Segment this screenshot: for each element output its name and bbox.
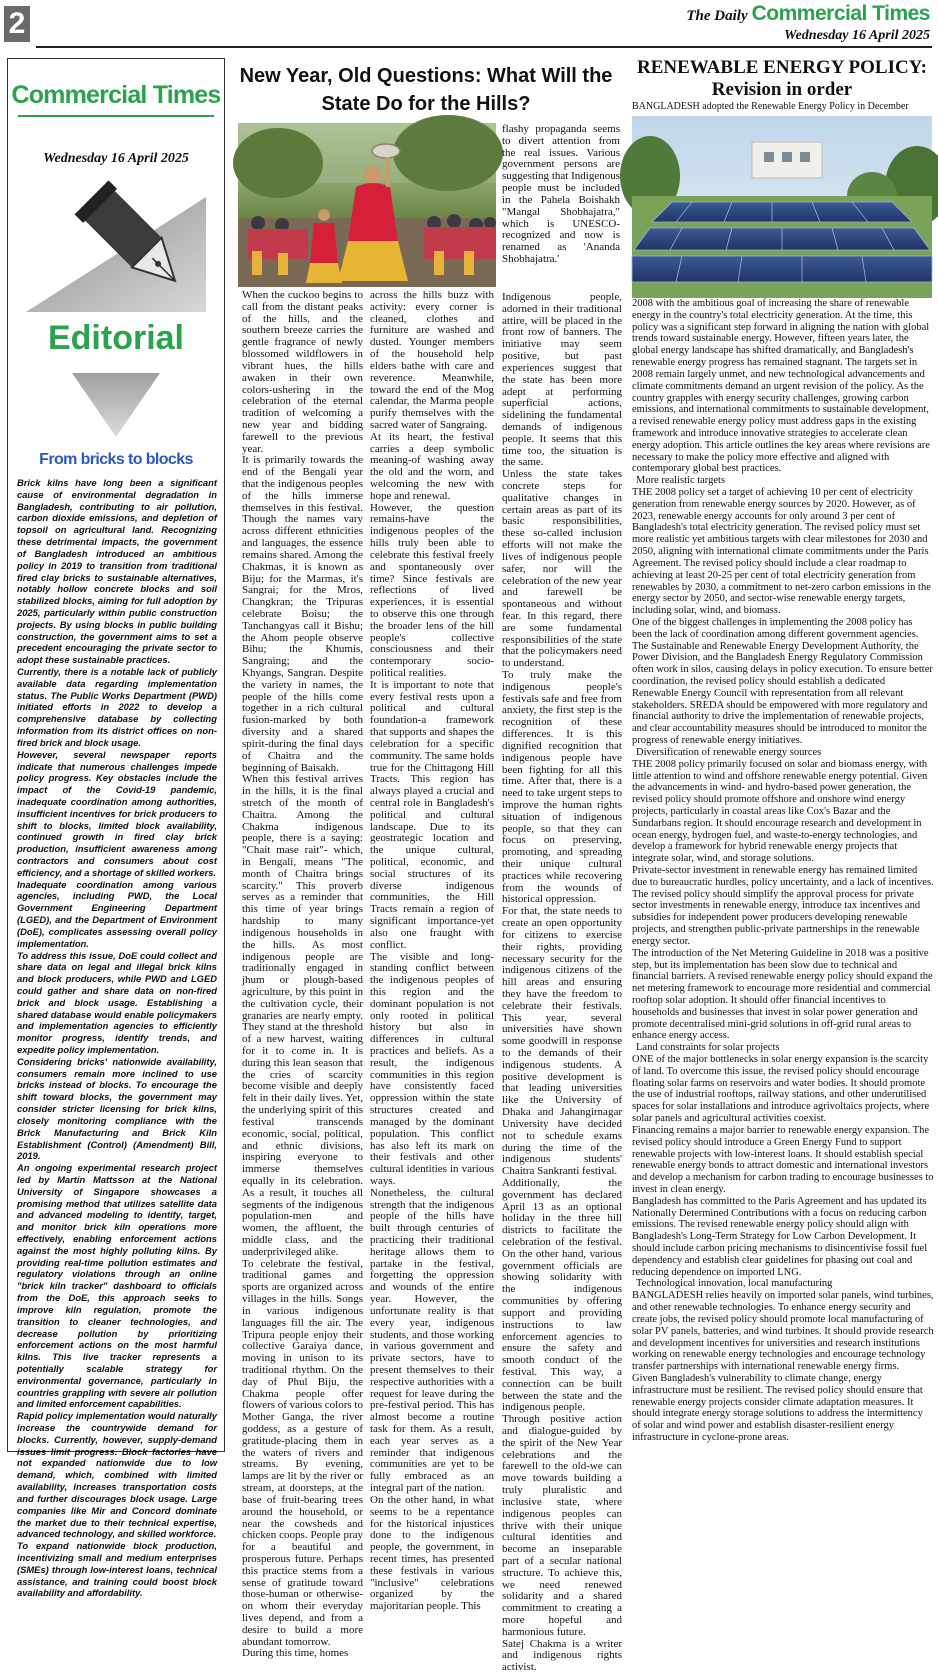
hills-article-col3 [502,291,622,1674]
energy-article-lead: BANGLADESH adopted the Renewable Energy Policy in December [632,101,909,112]
paragraph: Inadequate coordination among various agencies, including PWD, the Local Government Engineering Department (LGED), and the Department of Environment (DoE), complicates assessing overall policy implementation. [17,878,217,949]
paragraph: One of the biggest challenges in implementing the 2008 policy has been the lack of coordination among different government agencies. The Sustainable and Renewable Energy Development Authority, the Power Division, and the Bangladesh Energy Regulatory Commission often work in silos, causing delays in policy execution. To ensure better coordination, the revised policy should establish a dedicated Renewable Energy Council with representation from all relevant stakeholders. SREDA should be empowered with more regulatory and financial authority to drive the implementation of renewable projects, and clear accountability measures should be introduced to monitor the progress of renewable energy initiatives. [632,616,933,747]
paragraph: At its heart, the festival carries a deep symbolic meaning-of washing away the old and the worn, and welcoming the new with hope and renewal. [370,430,494,502]
hills-article-col2 [370,289,494,1613]
masthead [686,2,930,44]
paragraph: During this time, homes [242,1647,349,1660]
paragraph: Additionally, the government has declared April 13 as an optional holiday in the three hill districts to facilitate the celebration of the festival. On the other hand, various government officials are showing solidarity with the indigenous communities by offering support and providing instructions to law enforcement agencies to ensure the safety and smooth conduct of the festival. This way, a connection can be built between the state and the indigenous people. [502,1176,622,1414]
hills-article-col3-top: flashy propaganda seems to divert attention from the real issues. Various government persons are suggesting that Indigenous people must be included in the Pahela Boishakh "Mangal Shobhajatra," which is UNESCO-recognized and now is renamed as 'Ananda Shobhajatra.' [502,123,620,265]
paragraph: Considering bricks' nationwide availability, consumers remain more inclined to use bricks instead of blocks. To encourage the shift toward blocks, the government may consider stricter licensing for brick kilns, closely monitoring compliance with the Brick Manufacturing and Brick Kiln Establishment (Control) (Amendment) Bill, 2019. [17,1055,217,1162]
paragraph: To celebrate the festival, traditional games and sports are organized across villages in the hills. Songs in various indigenous languages fill the air. The Tripura people enjoy their collective Garaiya dance, moving in unison to its traditional rhythm. On the day of Phul Biju, the Chakma people offer flowers of various colors to Mother Ganga, the river goddess, as a gesture of gratitude-placing them in the waters of rivers and streams. By evening, lamps are lit by the river or stream, at doorsteps, at the base of fruit-bearing trees around the household, or near the cowsheds and chicken coops. People pray for a beautiful and prosperous future. Perhaps this practice stems from a sense of gratitude toward those-human or otherwise-on whom their everyday lives depend, and from a desire to build a more abundant tomorrow. [242,1257,363,1648]
paragraph: Bangladesh has committed to the Paris Agreement and has updated its Nationally Determined Contributions with a focus on reducing carbon emissions. The revised renewable energy policy should align with Bangladesh's Long-Term Strategy for Low Carbon Development. It should include carbon pricing mechanisms to disincentivise fossil fuel dependency and establish clear guidelines for phasing out coal and reducing dependence on imported LNG. [632,1195,928,1278]
sidebar-logo: Commercial Times [11,81,221,109]
sidebar-date: Wednesday 16 April 2025 [43,151,189,166]
paragraph: Currently, there is a notable lack of publicly available data regarding implementation status. The Public Works Department (PWD) initiated efforts in 2022 to develop a comprehensive database by collecting information from its district offices on non-fired brick and block usage. [17,666,217,748]
editorial-body [17,477,217,1599]
paragraph: Brick kilns have long been a significant cause of environmental degradation in Bangladesh, contributing to air pollution, carbon dioxide emissions, and depletion of topsoil on agricultural land. Recognizing these detrimental impacts, the government of Bangladesh introduced an ambitious policy in 2019 to transition from traditional fired clay bricks to sustainable alternatives, notably hollow concrete blocks and soil stabilized blocks, aiming for full adoption by 2025, particularly within public construction projects. By using blocks in public building construction, the government aims to set a precedent encouraging the private sector to adopt these sustainable practices. [17,477,217,666]
paragraph: For that, the state needs to create an open opportunity for citizens to exercise their rights, providing necessary security for the indigenous citizens of the hill areas and ensuring they have the freedom to celebrate their festivals. This year, several universities have shown some goodwill in response to the demands of their indigenous students. A positive development is that leading universities like the University of Dhaka and Jahangirnagar University have decided not to schedule exams during the time of the indigenous students' Chaitra Sankranti festival. [502,905,622,1178]
paragraph: However, several newspaper reports indicate that numerous challenges impede policy progress. Key obstacles include the impact of the Covid-19 pandemic, inadequate coordination among authorities, insufficient incentives for brick producers to shift to blocks, limited block availability, continued growth in fired clay brick production, insufficient awareness among contractors and consumers about cost efficiency, and a shortage of skilled workers. [17,748,217,878]
subheading: More realistic targets [636,475,726,487]
paragraph: An ongoing experimental research project led by Martin Mattsson at the National University of Singapore showcases a promising method that utilizes satellite data and advanced modeling to identify, target, and monitor brick kiln operations more effectively, enabling enforcement actions against the most highly polluting kilns. By providing real-time pollution estimates and regulatory violations through an online "brick kiln tracker" dashboard to officials from the DoE, this approach seeks to improve kiln regulation, promote the transition to cleaner technologies, and decrease pollution by prioritizing enforcement actions on the most harmful kilns. This live tracker represents a potentially scalable strategy for environmental governance, particularly in countries grappling with severe air pollution and limited enforcement capabilities. [17,1162,217,1410]
paragraph: Nonetheless, the cultural strength that the indigenous people of the hills have built through centuries of practicing their traditional heritage allows them to partake in the festival, forgetting the oppression and wounds of the entire year. However, the unfortunate reality is that every year, indigenous students, and those working in various government and private sectors, have to present themselves to their respective authorities with a request for leave during the pre-festival period. This has almost become a routine task for them. As a result, each year serves as a reminder that indigenous communities are yet to be fully embraced as an integral part of the nation. [370,1186,494,1495]
paragraph: THE 2008 policy set a target of achieving 10 per cent of electricity generation from renewable energy sources by 2020. However, as of 2023, renewable energy accounts for only around 3 per cent of Bangladesh's total electricity generation. The revised policy must set more realistic yet ambitious targets with clear milestones for 2030 and 2050, aligning with international climate commitments under the Paris Agreement. The revised policy should include a clear roadmap to achieving at least 20-25 per cent of total electricity generation from renewables by 2030, a commitment to net-zero carbon emissions in the energy sector by 2050, and sector-wise renewable energy targets, including solar, wind, and biomass. [632,487,931,617]
paragraph: To expand nationwide block production, incentivizing small and medium enterprises (SMEs) through low-interest loans, technical assistance, and training could boost block availability and affordability. [17,1540,217,1599]
paragraph: However, the question remains-have the indigenous peoples of the hills truly been able to celebrate this festival freely and spontaneously over time? Since festivals are reflections of lived experiences, it is essential to observe this one through the broader lens of the hill people's collective consciousness and their contemporary socio-political realities. [370,501,494,679]
paragraph: It is important to note that every festival rests upon a political and cultural foundation-a framework that supports and shapes the celebration for a specific community. The same holds true for the Chittagong Hill Tracts. This region has always played a crucial and central role in Bangladesh's political and cultural landscape. Due to its geostrategic location and the unique cultural, political, economic, and social structures of its diverse indigenous communities, the Hill Tracts remain a region of significant importance-yet also one fraught with conflict. [370,678,494,951]
paragraph: The visible and long-standing conflict between the indigenous peoples of this region and the dominant population is not only rooted in political history but also in differences in cultural practices and beliefs. As a result, the indigenous communities in this region have consistently faced oppression within the state structures created and managed by the dominant population. This conflict has also left its mark on their festivals and other cultural identities in various ways. [370,950,494,1187]
paragraph: When this festival arrives in the hills, it is the final stretch of the month of Chaitra. Among the Chakma indigenous people, there is a saying: "Chait mase rait"- which, in Bengali, means "The month of Chaitra brings scarcity." This proverb serves as a reminder that this time of year brings hardship to many indigenous households in the hills. As most indigenous people are traditionally engaged in jhum or plough-based agriculture, by this point in the cultivation cycle, their granaries are nearly empty. They stand at the threshold of a new harvest, waiting for it to come in. It is during this lean season that the cries of scarcity become visible and deeply felt in their daily lives. Yet, the underlying spirit of this festival transcends economic, social, political, and ethnic divisions, inspiring everyone to immerse themselves equally in its celebration. As a result, it touches all segments of the indigenous population-men and women, the affluent, the middle class, and the underprivileged alike. [242,773,363,1258]
festival-photo [238,123,496,287]
page-number: 2 [4,6,30,42]
paragraph: Private-sector investment in renewable energy has remained limited due to bureaucratic hurdles, policy uncertainty, and a lack of incentives. The revised policy should simplify the approval process for private sector investments in renewable energy, introduce tax incentives and subsidies for independent power producers developing renewable projects, and strengthen public-private partnerships in the renewable energy sector. [632,865,934,947]
masthead-date: Wednesday 16 April 2025 [784,28,930,43]
paragraph: To address this issue, DoE could collect and share data on legal and illegal brick kilns and block producers, while PWD and LGED could gather and share data on non-fired brick and block usage. Establishing a shared database would enable policymakers and implementation agencies to efficiently monitor progress, identify trends, and expedite policy implementation. [17,949,217,1055]
editorial-headline: From bricks to blocks [39,451,193,468]
energy-article-body [632,298,934,1450]
paragraph: Through positive action and dialogue-guided by the spirit of the New Year celebrations and the farewell to the old-we can move towards building a truly pluralistic and inclusive state, where indigenous peoples can thrive with their unique cultural identities and become an inseparable part of a secular national structure. To achieve this, we need renewed solidarity and a shared commitment to creating a more hopeful and harmonious future. [502,1413,622,1638]
paragraph: Rapid policy implementation would naturally increase the countrywide demand for blocks. Currently, however, supply-demand issues limit progress. Block factories have not expanded nationwide due to low demand, which, combined with limited availability, increases transportation costs and further discourages block usage. Large companies like Mir and Concord dominate the market due to their technical expertise, advanced technology, and skilled workforce. [17,1410,217,1540]
paragraph: On the other hand, in what seems to be a repentance for the historical injustices done to the indigenous people, the government, in recent times, has presented these festivals in various "inclusive" celebrations organized by the majoritarian people. This [370,1493,494,1613]
paragraph: Financing remains a major barrier to renewable energy expansion. The revised policy should introduce a Green Energy Fund to support renewable projects with low-interest loans. It should establish special renewable energy bonds to attract domestic and international investors and develop a mechanism for carbon trading to encourage businesses to invest in clean energy. [632,1124,934,1195]
paragraph: When the cuckoo begins to call from the distant peaks of the hills, and the southern breeze carries the gentle fragrance of newly blossomed wildflowers in vibrant hues, the hills awaken in their own colors-ushering in the celebration of the eternal tradition of welcoming a new year and bidding farewell to the previous year. [242,289,363,455]
fountain-pen-icon [16,177,216,317]
masthead-name: Commercial Times [751,2,930,25]
paragraph: 2008 with the ambitious goal of increasing the share of renewable energy in the country's total electricity generation. At the time, this policy was a significant step forward in aligning the nation with global trends toward sustainable energy. However, fifteen years later, the global energy landscape has shifted dramatically, and Bangladesh's renewable energy progress has remained stagnant. The targets set in 2008 remain largely unmet, and new technological advancements and climate commitments demand an urgent revision of the policy. As the country grapples with energy security challenges, growing carbon emissions, and international commitments to sustainable development, a revised renewable energy policy must address gaps in the existing framework and introduce innovative strategies to accelerate clean energy adoption. This article outlines the key areas where revisions are necessary to make the policy more effective and aligned with contemporary global best practices. [632,298,930,475]
paragraph: Unless the state takes concrete steps for qualitative changes in certain areas as part of its basic responsibilities, these so-called inclusion efforts will not make the lives of indigenous people safer, nor will the celebration of the new year and farewell be spontaneous and without fear. In this regard, there are some fundamental responsibilities of the state that the policymakers need to understand. [502,468,622,670]
sidebar-logo-rule [18,115,214,117]
paragraph: across the hills buzz with activity: every corner is cleaned, clothes and furniture are washed and dusted. Younger members of the household help elders bathe with care and reverence. Meanwhile, toward the end of the Mog calendar, the Marma people purify themselves with the sacred water of Sangraing. [370,289,494,431]
editorial-sidebar [7,58,225,1599]
subheading: Land constraints for solar projects [636,1042,780,1054]
paragraph: The introduction of the Net Metering Guideline in 2018 was a positive step, but its implementation has been slow due to technical and financial barriers. A revised renewable energy policy should expand the net metering framework to encourage more residential and commercial rooftop solar adoption. It should offer financial incentives to households and businesses that invest in solar power generation and promote decentralised mini-grid solutions in off-grid rural areas to enhance energy access. [632,947,933,1042]
hills-article-title: New Year, Old Questions: What Will the State Do for the Hills? [239,65,613,115]
paragraph: BANGLADESH relies heavily on imported solar panels, wind turbines, and other renewable technologies. To enhance energy security and create jobs, the revised policy should promote local manufacturing of solar PV panels, batteries, and wind turbines. It should provide research and development incentives for universities and research institutions working on renewable energy technologies and encourage technology transfer partnerships with international renewable energy firms. [632,1290,934,1373]
paragraph: Given Bangladesh's vulnerability to climate change, energy infrastructure must be resilient. The revised policy should ensure that renewable energy projects consider climate adaptation measures. It should integrate energy storage solutions to address the intermittency of solar and wind power and establish disaster-resilient energy infrastructure in cyclone-prone areas. [632,1372,923,1443]
header-rule [36,46,932,48]
paragraph: To truly make the indigenous people's festivals safe and free from anxiety, the first step is the recognition of these differences. It is this dignified recognition that indigenous people have been fighting for all this time. After that, there is a need to take urgent steps to improve the human rights situation of indigenous people, so that they can focus on preserving, promoting, and spreading their unique cultural practices while recovering from the wounds of historical oppression. [502,669,622,906]
masthead-the: The Daily [686,8,748,24]
paragraph: Satej Chakma is a writer and indigenous rights activist. [502,1637,622,1674]
paragraph: ONE of the major bottlenecks in solar energy expansion is the scarcity of land. To overcome this issue, the revised policy should encourage floating solar farms on reservoirs and water bodies. It should promote the use of industrial rooftops, railway stations, and other underutilised spaces for solar installations and introduce agrivoltaics projects, where solar panels and agricultural activities coexist. [632,1054,930,1125]
solar-panels-photo [632,116,932,298]
subheading: Technological innovation, local manufacturing [636,1278,833,1290]
energy-article-title: RENEWABLE ENERGY POLICY: Revision in order [637,57,927,100]
paragraph: THE 2008 policy primarily focused on solar and biomass energy, with little attention to wind and offshore renewable energy potential. Given the advancements in wind- and hydro-based power generation, the revised policy should promote offshore and onshore wind energy projects, particularly in coastal areas like Cox's Bazar and the Sundarbans region. It should encourage research and development in ocean energy, hydrogen fuel, and waste-to-energy technologies, and develop a framework for hybrid renewable energy projects that integrate solar, wind, and storage solutions. [632,758,928,865]
editorial-heading: Editorial [47,319,185,357]
paragraph: It is primarily towards the end of the Bengali year that the indigenous peoples of the hills immerse themselves in this festival. Though the names vary across different ethnicities and languages, the essence remains shared. Among the Chakmas, it is known as Biju; for the Marmas, it's Sangrai; for the Mros, Changkran; the Tripuras celebrate Boisu; the Tanchangyas call it Bishu; the Ahom people observe Bihu; the Khumis, Sangraing; and the Khyangs, Sangran. Despite the variety in names, the people of the hills come together in a rich cultural fusion-marked by both diversity and a shared spirit-during the final days of Chaitra and the beginning of Baisakh. [242,454,363,774]
paragraph: Indigenous people, adorned in their traditional attire, will be placed in the front row of banners. The initiative may seem positive, but past experiences suggest that the state has been more adept at performing superficial actions, sidelining the fundamental demands of indigenous people. It seems that this time too, the situation is the same. [502,291,622,469]
down-arrow-icon [68,371,164,441]
subheading: Diversification of renewable energy sources [636,746,822,758]
hills-article-col1 [242,289,363,1660]
